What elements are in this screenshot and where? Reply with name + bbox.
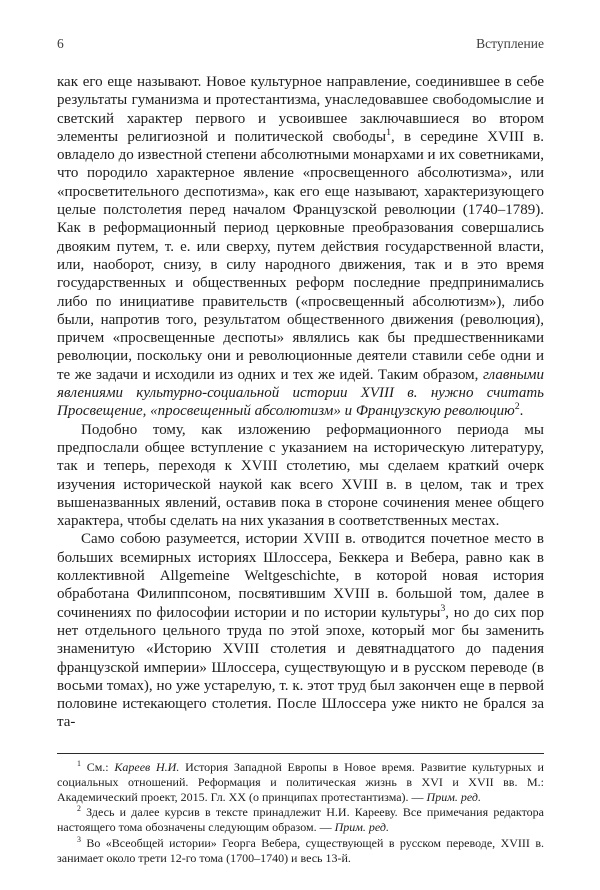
paragraph [57,530,544,731]
page-number: 6 [57,36,64,51]
footnote-reference: 2 [514,401,520,413]
paragraph [57,73,544,421]
text-run: , в середине XVIII в. овладело до известной степени абсолютными монархами и их советниками, что породило характерное явление «просвещенного абсолютизма», или «просветительного деспотизма», как его еще называют, характеризующего целые полстолетия перед началом Французской революции (1740–1789). Как в реформационный период церковные преобразования совершались двояким путем, т. е. или сверху, путем действия государственной власти, или, наоборот, снизу, в силу народного движения, так и в это время государственных и общественных реформ последние предпринимались либо по инициативе правительств («просвещенный абсолютизм»), либо были, напротив того, результатом общественного движения (революция), причем «просвещенные деспоты» являлись как бы предшественниками революции, поскольку они и революционные деятели ставили себе одни и те же задачи и исходили из одних и тех же идей. Таким образом, [57,128,544,383]
footnote-separator [57,753,544,754]
footnote-reference: 1 [77,758,81,768]
text-run: См.: [80,759,115,774]
footnote-reference: 3 [440,602,446,614]
running-header [57,36,544,52]
footnote-reference: 3 [77,834,81,844]
text-run: Подобно тому, как изложению реформационного периода мы предпослали общее вступление с указанием на историческую литературу, так и теперь, переходя к XVIII столетию, мы сделаем краткий очерк изучения исторической наукой как всего XVIII в. в целом, так и трех вышеназванных явлений, оставив пока в стороне сочинения менее общего характера, чтобы сделать на них указания в соответственных местах. [57,421,544,530]
italic-run: Кареев Н.И. [114,759,180,774]
italic-run: главными явлениями культурно-социальной истории XVIII в. нужно считать Просвещение, «просвещенный абсолютизм» и Французскую революцию [57,366,544,420]
footnote-reference: 1 [386,126,392,138]
running-head: Вступление [476,36,544,51]
footnotes-list [57,760,544,866]
text-run: История Западной Европы в Новое время. Развитие культурных и социальных отношений. Реформация и политическая жизнь в XVI и XVII вв. М.: Академический проект, 2015. Гл. XX (о принципах протестантизма). — [57,759,544,804]
footnote-item [57,836,544,866]
body-text [57,73,544,747]
footnote-reference: 2 [77,804,81,814]
footnote-item [57,760,544,806]
footnote-item [57,805,544,835]
text-run: Во «Всеобщей истории» Георга Вебера, существующей в русском переводе, XVIII в. занимает около трети 12-го тома (1700–1740) и весь 13-й. [57,835,544,865]
footnotes-section [57,747,544,866]
paragraph [57,421,544,531]
italic-run: Прим. ред. [334,820,389,835]
text-run: . [519,403,524,420]
text-run: Здесь и далее курсив в тексте принадлежит Н.И. Карееву. Все примечания редактора настоящего тома обозначены следующим образом. — [57,805,544,835]
text-run: как его еще называют. Новое культурное направление, соединившее в себе результаты гуманизма и протестантизма, унаследовавшее свободомыслие и светский характер первого и усвоившее заключавшиеся во втором элементы религиозной и политической свободы [57,74,544,145]
text-run: , но до сих пор нет отдельного цельного труда по этой эпохе, который мог бы заменить знаменитую «Историю XVIII столетия и девятнадцатого до падения французской империи» Шлоссера, существующую и в русском переводе (в восьми томах), но уже устарелую, т. к. этот труд был закончен еще в первой половине истекающего столетия. После Шлоссера уже никто не брался за та- [57,604,545,731]
text-run: Само собою разумеется, истории XVIII в. отводится почетное место в больших всемирных историях Шлоссера, Беккера и Вебера, равно как в коллективной Allgemeine Weltgeschichte, в которой новая история обработана Филиппсоном, посвятившим XVIII в. большой том, далее в сочинениях по философии истории и по истории культуры [57,531,544,621]
italic-run: Прим. ред. [426,789,481,804]
